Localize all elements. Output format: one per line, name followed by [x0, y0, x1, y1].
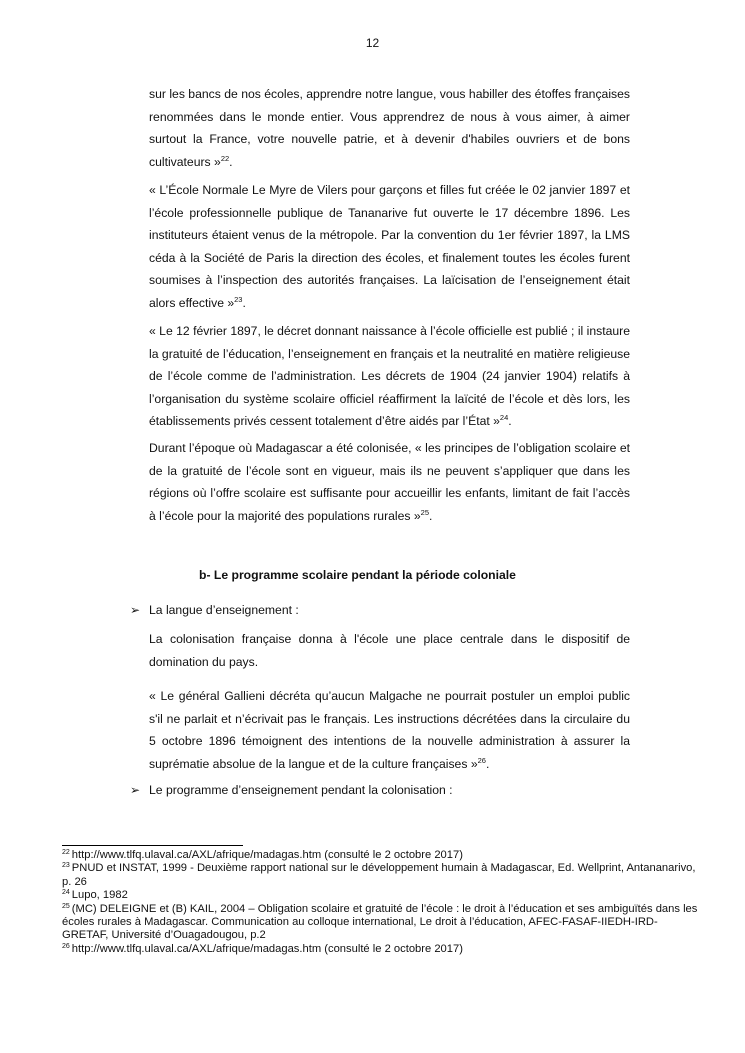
- footnotes-section: [62, 849, 702, 956]
- paragraph-colonisation: [149, 628, 630, 673]
- paragraph-gallieni: [149, 685, 630, 775]
- paragraph-end: .: [242, 295, 246, 310]
- footnote-number: 25: [62, 902, 70, 910]
- footnote-number: 26: [62, 942, 70, 950]
- paragraph-end: .: [429, 508, 433, 523]
- paragraph-text: « Le 12 février 1897, le décret donnant naissance à l’école officielle est publié ; il instaure la gratuité de l’éducation, l’enseignement en français et la neutralité en matière religieuse de l’école comme de l’administration. Les décrets de 1904 (24 janvier 1904) relatifs à l’organisation du système scolaire officiel réaffirment la laïcité de l’école et dès lors, les établissements privés cessent totalement d’être aidés par l’État »: [149, 324, 630, 429]
- footnote-ref: 26: [477, 755, 486, 765]
- paragraph-end: .: [485, 756, 490, 771]
- bullet-text: La langue d’enseignement :: [149, 603, 299, 617]
- footnote-number: 23: [62, 862, 70, 870]
- paragraph-text: sur les bancs de nos écoles, apprendre notre langue, vous habiller des étoffes françaises renommées dans le monde entier. Vous apprendrez de nous à vous aimer, à aimer surtout la France, votre nouvelle patrie, et à devenir d'habiles ouvriers et de bons cultivateurs »: [149, 87, 630, 169]
- footnote-text: PNUD et INSTAT, 1999 - Deuxième rapport national sur le développement humain à Madagascar, Ed. Wellprint, Antananarivo, p. 26: [62, 862, 696, 888]
- section-subheading: b- Le programme scolaire pendant la période coloniale: [199, 568, 516, 582]
- footnote-separator: [62, 845, 243, 846]
- footnote-26: [62, 943, 702, 956]
- paragraph-end: .: [508, 414, 512, 429]
- footnote-25: [62, 903, 702, 943]
- paragraph-end: .: [229, 154, 233, 169]
- paragraph-text: « Le général Gallieni décréta qu’aucun Malgache ne pourrait postuler un emploi public s'il ne parlait et n’écrivait pas le français. Les instructions décrétées dans la circulaire du 5 octobre 1896 témoignent des intentions de la nouvelle administration à assurer la suprématie absolue de la langue et de la culture françaises »: [149, 689, 630, 771]
- footnote-ref: 22: [220, 153, 230, 163]
- arrow-bullet-icon: ➢: [130, 783, 141, 797]
- footnote-ref: 23: [234, 294, 243, 304]
- footnote-text: http://www.tlfq.ulaval.ca/AXL/afrique/madagas.htm (consulté le 2 octobre 2017): [71, 942, 463, 955]
- footnote-number: 22: [62, 849, 70, 856]
- footnote-24: [62, 889, 702, 902]
- footnote-22: [62, 849, 702, 862]
- arrow-bullet-icon: ➢: [130, 603, 141, 617]
- footnote-text: (MC) DELEIGNE et (B) KAIL, 2004 – Obligation scolaire et gratuité de l’école : le droit à l’éducation et ses ambiguïtés dans les écoles rurales à Madagascar. Communication au colloque international, Le droit à l’éducation, AFEC-FASAF-IIEDH-IRD-GRETAF, Université d’Ouagadougou, p.2: [62, 902, 698, 942]
- footnote-text: http://www.tlfq.ulaval.ca/AXL/afrique/madagas.htm (consulté le 2 octobre 2017): [71, 849, 463, 861]
- paragraph-text: « L’École Normale Le Myre de Vilers pour garçons et filles fut créée le 02 janvier 1897 et l’école professionnelle publique de Tananarive fut ouverte le 17 décembre 1896. Les instituteurs étaient venus de la métropole. Par la convention du 1er février 1897, la LMS céda à la Société de Paris la direction des écoles, et finalement toutes les écoles furent soumises à l’inspection des autorités françaises. La laïcisation de l’enseignement était alors effective »: [149, 183, 630, 310]
- paragraph-obligation-scolaire: [149, 437, 630, 527]
- paragraph-decret-1897: [149, 320, 630, 433]
- paragraph-ecole-normale: [149, 179, 630, 315]
- bullet-text: Le programme d’enseignement pendant la colonisation :: [149, 783, 453, 797]
- page-number: 12: [365, 36, 380, 50]
- footnote-text: Lupo, 1982: [71, 889, 128, 902]
- footnote-ref: 24: [499, 413, 509, 423]
- paragraph-text: Durant l’époque où Madagascar a été colonisée, « les principes de l’obligation scolaire et de la gratuité de l’école sont en vigueur, mais ils ne peuvent s’appliquer que dans les régions où l’offre scolaire est suffisante pour accueillir les enfants, limitant de fait l’accès à l’école pour la majorité des populations rurales »: [149, 441, 630, 523]
- footnote-number: 24: [62, 889, 70, 897]
- paragraph-text: La colonisation française donna à l'école une place centrale dans le dispositif de domination du pays.: [149, 632, 630, 669]
- footnote-ref: 25: [420, 507, 430, 517]
- paragraph-quote-continuation: [149, 83, 630, 173]
- footnote-23: [62, 862, 702, 889]
